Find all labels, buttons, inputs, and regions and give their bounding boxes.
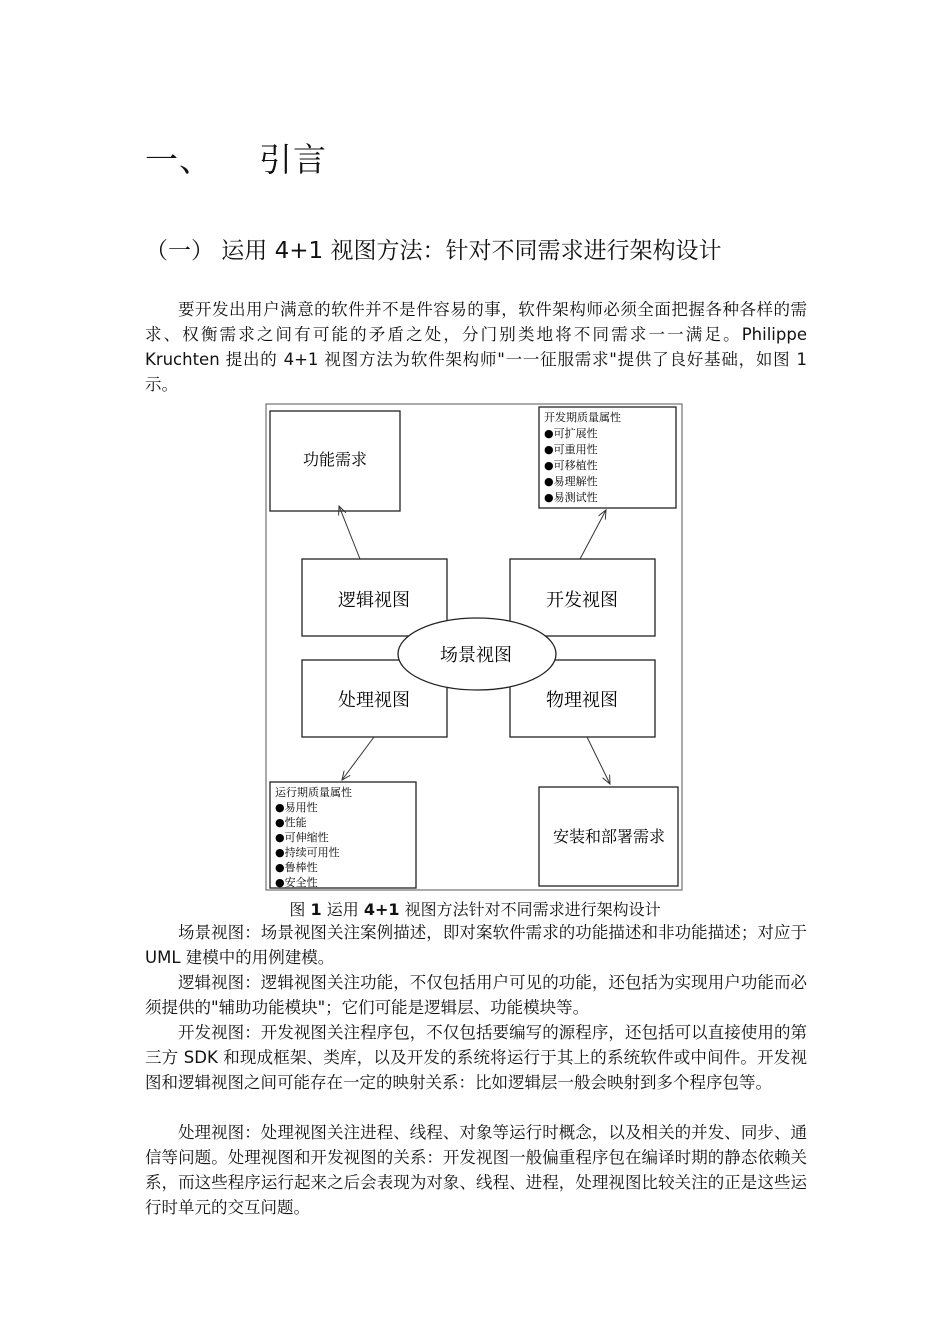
process-view-label: 处理视图	[338, 690, 410, 711]
runtime-quality-item: ●可伸缩性	[275, 831, 329, 844]
paragraph-development-view: 开发视图：开发视图关注程序包，不仅包括要编写的源程序，还包括可以直接使用的第三方 SDK 和现成框架、类库，以及开发的系统将运行于其上的系统软件或中间件。开发视图和逻辑视图之间可能存在一定的映射关系：比如逻辑层一般会映射到多个程序包等。	[145, 1023, 807, 1092]
dev-quality-item: ●可扩展性	[544, 427, 598, 440]
runtime-quality-item: ●易用性	[275, 801, 318, 814]
runtime-quality-item: ●鲁棒性	[275, 861, 318, 874]
section-number: 一、	[145, 140, 213, 179]
caption-prefix: 图	[289, 900, 311, 919]
functional-req-label: 功能需求	[302, 450, 368, 469]
intro-paragraph: 要开发出用户满意的软件并不是件容易的事，软件架构师必须全面把握各种各样的需求、权衡需求之间有可能的矛盾之处，分门别类地将不同需求一一满足。Philippe Kruchten 提出的 4+1 视图方法为软件架构师"一一征服需求"提供了良好基础，如图 1 示。	[145, 300, 807, 394]
subsection-heading: （一） 运用 4+1 视图方法：针对不同需求进行架构设计	[145, 238, 722, 264]
development-view-label: 开发视图	[546, 590, 618, 611]
dev-quality-item: ●可移植性	[544, 459, 598, 472]
figure-4plus1-diagram	[265, 403, 683, 891]
paragraph-scenario-view: 场景视图：场景视图关注案例描述，即对案软件需求的功能描述和非功能描述；对应于 UML 建模中的用例建模。	[145, 923, 807, 967]
dev-quality-item: ●可重用性	[544, 443, 598, 456]
runtime-quality-item: ●持续可用性	[275, 846, 340, 859]
runtime-quality-item: ●安全性	[275, 876, 318, 889]
paragraph-process-view: 处理视图：处理视图关注进程、线程、对象等运行时概念，以及相关的并发、同步、通信等问题。处理视图和开发视图的关系：开发视图一般偏重程序包在编译时期的静态依赖关系，而这些程序运行起来之后会表现为对象、线程、进程，处理视图比较关注的正是这些运行时单元的交互问题。	[145, 1123, 807, 1217]
runtime-quality-item: ●性能	[275, 816, 307, 829]
deploy-req-label: 安装和部署需求	[552, 827, 666, 846]
caption-suffix: 视图方法针对不同需求进行架构设计	[399, 900, 661, 919]
figure-caption	[0, 897, 950, 920]
logical-view-label: 逻辑视图	[338, 590, 410, 611]
runtime-quality-title: 运行期质量属性	[275, 786, 352, 799]
caption-method: 4+1	[363, 900, 400, 919]
paragraph-logical-view: 逻辑视图：逻辑视图关注功能，不仅包括用户可见的功能，还包括为实现用户功能而必须提供的"辅助功能模块"；它们可能是逻辑层、功能模块等。	[145, 973, 807, 1017]
caption-number: 1	[310, 900, 322, 919]
physical-view-label: 物理视图	[546, 690, 618, 711]
section-title: 引言	[258, 140, 327, 179]
dev-quality-item: ●易理解性	[544, 475, 598, 488]
scenario-view-label: 场景视图	[440, 645, 512, 666]
caption-mid: 运用	[321, 900, 364, 919]
section-heading	[145, 134, 327, 181]
dev-quality-title: 开发期质量属性	[544, 411, 621, 424]
dev-quality-item: ●易测试性	[544, 491, 598, 504]
